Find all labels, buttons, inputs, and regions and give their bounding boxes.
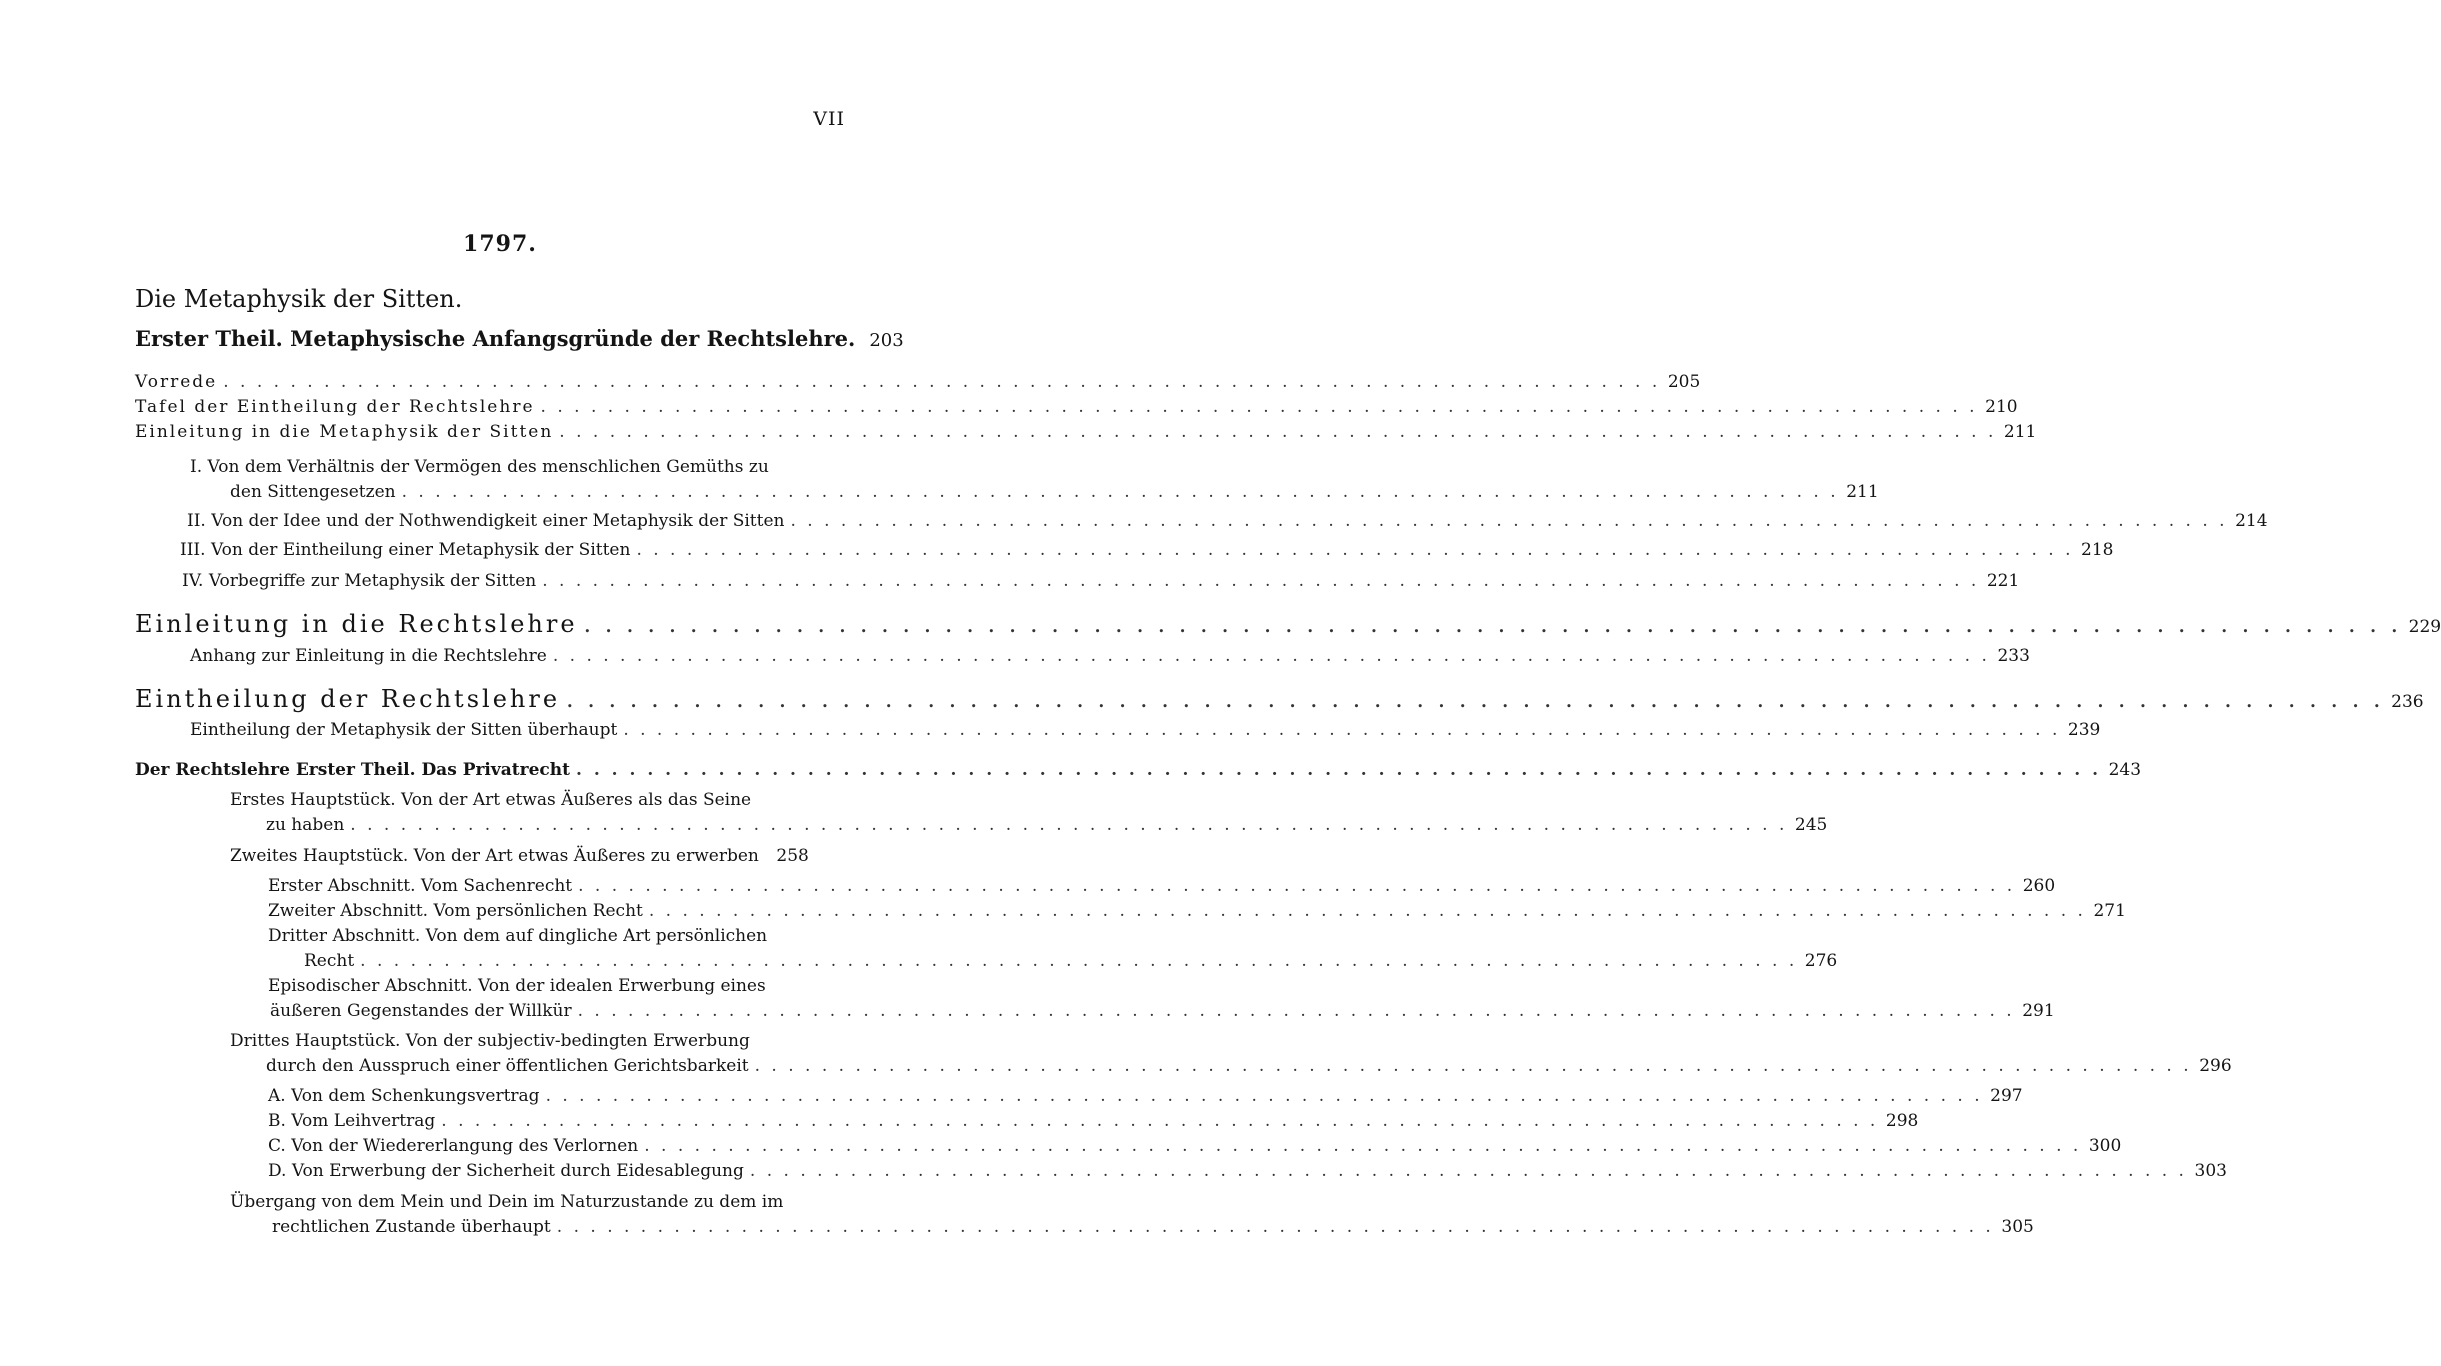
toc-entry-page: 236 [2391,692,2424,712]
toc-entry [135,609,2441,642]
dot-leader [750,1159,2187,1184]
toc-entry-title: Episodischer Abschnitt. Von der idealen Erwerbung eines [268,976,766,996]
toc-entry [135,370,1701,395]
toc-entry-page: 243 [2108,760,2142,780]
toc-entry-title: I. Von dem Verhältnis der Vermögen des menschlichen Gemüths zu [190,457,769,477]
toc-entry-title: III. Von der Eintheilung einer Metaphysik der Sitten [180,540,631,560]
dot-leader [223,370,1660,395]
toc-entry-title: B. Vom Leihvertrag [268,1111,436,1131]
year-heading: 1797. [463,231,537,257]
toc-entry-page: 233 [1997,646,2030,666]
dot-leader [541,395,1978,420]
toc-entry-title: Erster Theil. Metaphysische Anfangsgründe der Rechtslehre. [135,326,856,351]
toc-entry-title: Eintheilung der Metaphysik der Sitten überhaupt [190,720,618,740]
toc-entry-title: IV. Vorbegriffe zur Metaphysik der Sitten [182,571,537,591]
dot-leader [584,609,2402,639]
toc-entry [180,538,2114,563]
toc-entry-page: 229 [2408,617,2441,637]
dot-leader [790,509,2227,534]
toc-entry [190,644,2030,669]
toc-entry [230,1029,2232,1079]
toc-entry [268,974,2055,1024]
toc-entry-title: Zweites Hauptstück. Von der Art etwas Äußeres zu erwerben [230,846,759,866]
toc-entry [182,569,2020,594]
toc-entry-page: 203 [869,330,904,351]
toc-entry-title: Einleitung in die Rechtslehre [135,610,578,638]
toc-entry [268,924,1838,974]
toc-entry-page: 298 [1885,1111,1919,1131]
toc-entry-page: 297 [1990,1086,2023,1106]
toc-entry [230,1190,2034,1240]
dot-leader [566,684,2384,714]
toc-entry-title-continued: äußeren Gegenstandes der Willkür [270,1001,572,1021]
toc-entry-page: 221 [1986,571,2020,591]
dot-leader [557,1215,1994,1240]
toc-entry [187,509,2268,534]
toc-entry-title: D. Von Erwerbung der Sicherheit durch Eidesablegung [268,1161,744,1181]
toc-entry [230,844,850,869]
toc-entry-title-continued: den Sittengesetzen [230,482,396,502]
dot-leader [636,538,2073,563]
toc-entry-title-continued: Recht [304,951,355,971]
dot-leader [578,874,2015,899]
toc-entry [135,326,904,353]
toc-entry-page: 211 [2003,422,2037,442]
dot-leader [360,949,1797,974]
dot-leader [559,420,1996,445]
toc-entry-page: 211 [1846,482,1879,502]
toc-entry-title: Dritter Abschnitt. Von dem auf dingliche Art persönlichen [268,926,768,946]
toc-entry-title: A. Von dem Schenkungsvertrag [268,1086,540,1106]
dot-leader [546,1084,1983,1109]
toc-entry-page: 305 [2001,1217,2034,1237]
toc-entry-title: Einleitung in die Metaphysik der Sitten [135,422,554,442]
toc-entry-page: 260 [2022,876,2056,896]
toc-entry [135,420,2037,445]
toc-entry-title: Anhang zur Einleitung in die Rechtslehre [190,646,547,666]
toc-entry-title: Eintheilung der Rechtslehre [135,685,561,713]
toc-entry-page: 218 [2081,540,2114,560]
toc-entry-page: 276 [1804,951,1838,971]
toc-entry [190,718,2101,743]
toc-entry-page: 300 [2088,1136,2122,1156]
toc-entry [268,1159,2227,1184]
toc-entry [135,758,2142,783]
toc-entry-title-continued: durch den Ausspruch einer öffentlichen Gerichtsbarkeit [266,1056,749,1076]
dot-leader [578,999,2015,1024]
toc-entry-title: II. Von der Idee und der Nothwendigkeit einer Metaphysik der Sitten [187,511,785,531]
toc-entry-title: Drittes Hauptstück. Von der subjectiv-bedingten Erwerbung [230,1031,750,1051]
toc-entry [268,899,2126,924]
dot-leader [755,1054,2192,1079]
toc-entry [268,1134,2122,1159]
dot-leader [576,758,2101,783]
toc-entry-title-continued: zu haben [266,815,345,835]
toc-entry [230,788,1828,838]
dot-leader [402,480,1839,505]
toc-entry-title: Zweiter Abschnitt. Vom persönlichen Recht [268,901,643,921]
toc-entry-page: 245 [1794,815,1828,835]
toc-entry-title: C. Von der Wiedererlangung des Verlornen [268,1136,639,1156]
dot-leader [644,1134,2081,1159]
page-number: VII [813,108,845,130]
toc-entry-title: Tafel der Eintheilung der Rechtslehre [135,397,535,417]
dot-leader [623,718,2060,743]
toc-entry-page: 296 [2199,1056,2232,1076]
toc-entry-page: 303 [2194,1161,2227,1181]
dot-leader [441,1109,1878,1134]
dot-leader [542,569,1979,594]
toc-entry [190,455,1879,505]
toc-entry-page: 205 [1667,372,1701,392]
toc-entry [268,1084,2023,1109]
toc-entry-page: 214 [2235,511,2268,531]
toc-entry-page: 258 [776,846,809,866]
toc-entry [268,874,2056,899]
toc-entry-title-continued: rechtlichen Zustande überhaupt [272,1217,551,1237]
toc-entry-page: 291 [2022,1001,2055,1021]
toc-entry-page: 239 [2067,720,2101,740]
toc-entry-title: Übergang von dem Mein und Dein im Naturzustande zu dem im [230,1192,784,1212]
toc-entry-title: Erstes Hauptstück. Von der Art etwas Äußeres als das Seine [230,790,752,810]
toc-entry [135,684,2424,717]
toc-entry [135,395,2018,420]
toc-entry-page: 210 [1985,397,2018,417]
toc-entry-page: 271 [2093,901,2126,921]
toc-entry [268,1109,1919,1134]
toc-entry-title: Der Rechtslehre Erster Theil. Das Privatrecht [135,760,570,780]
toc-entry-title: Erster Abschnitt. Vom Sachenrecht [268,876,573,896]
toc-entry-title: Vorrede [135,372,218,392]
dot-leader [649,899,2086,924]
dot-leader [350,813,1787,838]
work-title: Die Metaphysik der Sitten. [135,285,463,313]
dot-leader [553,644,1990,669]
